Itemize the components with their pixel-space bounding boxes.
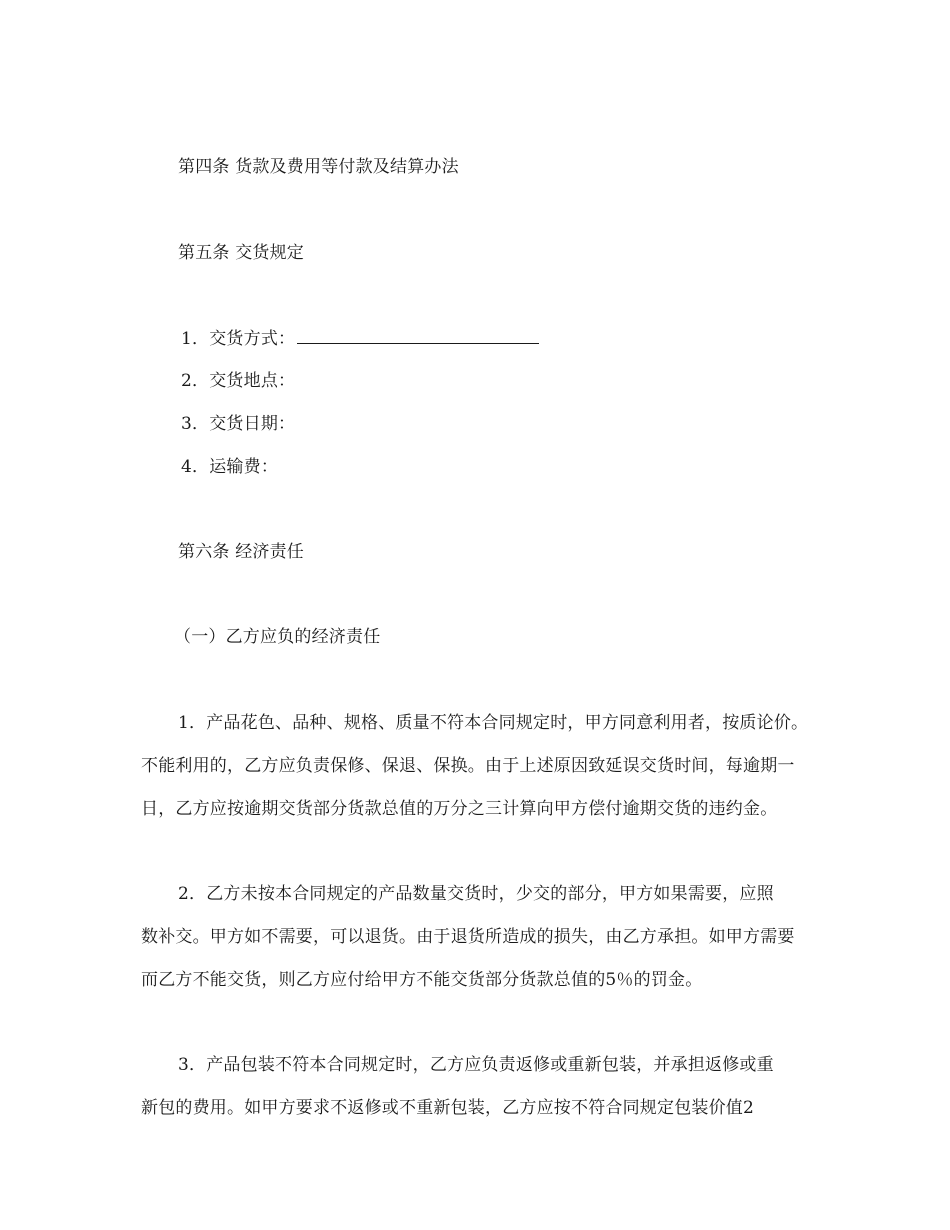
article-6-title: 第六条 经济责任	[178, 542, 305, 562]
clause-1-line-1: 1．产品花色、品种、规格、质量不符本合同规定时，甲方同意利用者，按质论价。	[178, 713, 809, 733]
article-4-title: 第四条 货款及费用等付款及结算办法	[178, 157, 459, 177]
transport-fee-item: 4．运输费：	[181, 457, 279, 477]
delivery-location-item: 2．交货地点：	[181, 371, 296, 391]
clause-2-line-2: 数补交。甲方如不需要，可以退货。由于退货所造成的损失，由乙方承担。如甲方需要	[141, 927, 795, 947]
delivery-method-label: 1．交货方式：	[181, 329, 296, 349]
clause-2-line-3: 而乙方不能交货，则乙方应付给甲方不能交货部分货款总值的5％的罚金。	[141, 970, 703, 990]
delivery-date-item: 3．交货日期：	[181, 414, 296, 434]
clause-1-line-3: 日，乙方应按逾期交货部分货款总值的万分之三计算向甲方偿付逾期交货的违约金。	[141, 799, 778, 819]
clause-2-line-1: 2．乙方未按本合同规定的产品数量交货时，少交的部分，甲方如果需要，应照	[178, 884, 774, 904]
clause-3-line-2: 新包的费用。如甲方要求不返修或不重新包装，乙方应按不符合同规定包装价值2	[141, 1098, 755, 1118]
clause-3-line-1: 3．产品包装不符本合同规定时，乙方应负责返修或重新包装，并承担返修或重	[178, 1055, 774, 1075]
delivery-method-item	[181, 328, 539, 350]
clause-1-line-2: 不能利用的，乙方应负责保修、保退、保换。由于上述原因致延误交货时间，每逾期一	[141, 756, 795, 776]
article-5-title: 第五条 交货规定	[178, 243, 305, 263]
delivery-method-blank-line	[297, 329, 539, 344]
section-1-title: （一）乙方应负的经济责任	[174, 627, 381, 647]
